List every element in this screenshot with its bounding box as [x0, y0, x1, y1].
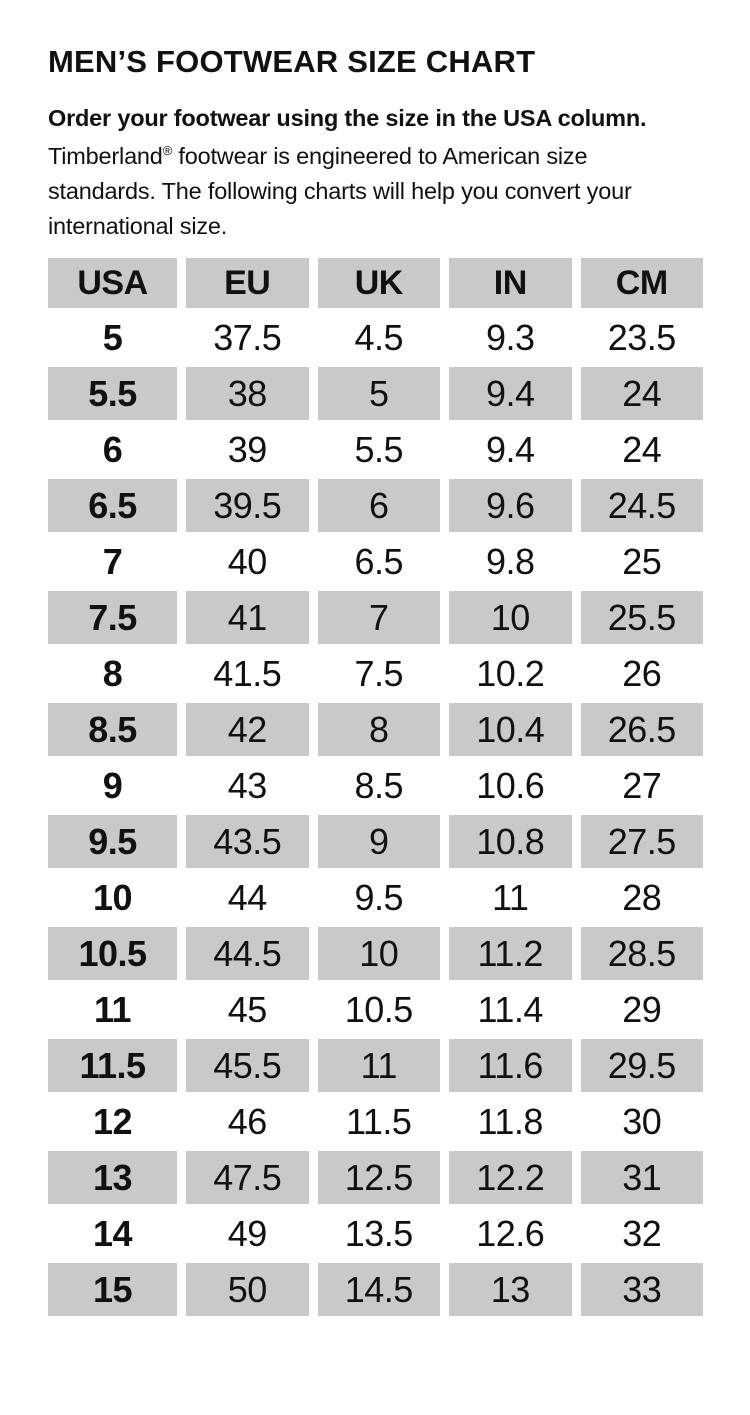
size-cell: 12.2: [449, 1151, 572, 1204]
size-cell: 49: [186, 1207, 309, 1260]
usa-size-cell: 8.5: [48, 703, 177, 756]
size-cell: 24: [581, 423, 704, 476]
header-cell-in: IN: [449, 258, 572, 308]
usa-size-cell: 13: [48, 1151, 177, 1204]
usa-size-cell: 8: [48, 647, 177, 700]
size-cell: 50: [186, 1263, 309, 1316]
header-cell-eu: EU: [186, 258, 309, 308]
size-cell: 39: [186, 423, 309, 476]
size-cell: 43: [186, 759, 309, 812]
header-cell-uk: UK: [318, 258, 441, 308]
size-cell: 27.5: [581, 815, 704, 868]
size-cell: 25.5: [581, 591, 704, 644]
size-cell: 11.8: [449, 1095, 572, 1148]
size-cell: 32: [581, 1207, 704, 1260]
size-table: [48, 258, 703, 1316]
usa-size-cell: 7.5: [48, 591, 177, 644]
header-cell-usa: USA: [48, 258, 177, 308]
size-cell: 7: [318, 591, 441, 644]
size-cell: 29.5: [581, 1039, 704, 1092]
brand-name: Timberland: [48, 143, 163, 169]
size-cell: 29: [581, 983, 704, 1036]
size-cell: 9.3: [449, 311, 572, 364]
usa-size-cell: 9: [48, 759, 177, 812]
size-cell: 5.5: [318, 423, 441, 476]
intro-line-1-text: footwear is engineered to American size: [172, 143, 588, 169]
size-cell: 11: [318, 1039, 441, 1092]
size-cell: 45.5: [186, 1039, 309, 1092]
usa-size-cell: 6: [48, 423, 177, 476]
size-cell: 31: [581, 1151, 704, 1204]
header-cell-cm: CM: [581, 258, 704, 308]
size-cell: 10: [449, 591, 572, 644]
lead-instruction: Order your footwear using the size in the USA column.: [48, 105, 647, 131]
usa-size-cell: 11: [48, 983, 177, 1036]
size-cell: 44: [186, 871, 309, 924]
size-cell: 47.5: [186, 1151, 309, 1204]
size-cell: 9.8: [449, 535, 572, 588]
usa-size-cell: 10: [48, 871, 177, 924]
size-cell: 40: [186, 535, 309, 588]
size-cell: 9: [318, 815, 441, 868]
size-cell: 38: [186, 367, 309, 420]
size-cell: 28: [581, 871, 704, 924]
size-cell: 11.4: [449, 983, 572, 1036]
size-cell: 10.5: [318, 983, 441, 1036]
usa-size-cell: 5: [48, 311, 177, 364]
size-cell: 41: [186, 591, 309, 644]
size-cell: 24: [581, 367, 704, 420]
size-cell: 11: [449, 871, 572, 924]
size-cell: 24.5: [581, 479, 704, 532]
size-cell: 42: [186, 703, 309, 756]
size-cell: 9.4: [449, 423, 572, 476]
size-cell: 8: [318, 703, 441, 756]
size-cell: 46: [186, 1095, 309, 1148]
size-cell: 10: [318, 927, 441, 980]
usa-size-cell: 14: [48, 1207, 177, 1260]
size-cell: 6: [318, 479, 441, 532]
size-cell: 41.5: [186, 647, 309, 700]
size-cell: 37.5: [186, 311, 309, 364]
size-chart-page: [0, 45, 750, 1316]
size-cell: 13: [449, 1263, 572, 1316]
size-cell: 5: [318, 367, 441, 420]
size-cell: 27: [581, 759, 704, 812]
intro-line-1: [48, 139, 702, 174]
size-cell: 44.5: [186, 927, 309, 980]
size-cell: 7.5: [318, 647, 441, 700]
size-cell: 28.5: [581, 927, 704, 980]
usa-size-cell: 5.5: [48, 367, 177, 420]
size-cell: 8.5: [318, 759, 441, 812]
intro-line-2: standards. The following charts will help you convert your: [48, 178, 632, 204]
usa-size-cell: 12: [48, 1095, 177, 1148]
size-cell: 11.2: [449, 927, 572, 980]
intro-line-3: international size.: [48, 213, 228, 239]
size-cell: 26.5: [581, 703, 704, 756]
usa-size-cell: 11.5: [48, 1039, 177, 1092]
size-cell: 9.4: [449, 367, 572, 420]
size-cell: 6.5: [318, 535, 441, 588]
size-cell: 14.5: [318, 1263, 441, 1316]
size-cell: 10.8: [449, 815, 572, 868]
usa-size-cell: 6.5: [48, 479, 177, 532]
registered-trademark-symbol: ®: [162, 143, 173, 159]
size-cell: 23.5: [581, 311, 704, 364]
size-cell: 11.5: [318, 1095, 441, 1148]
size-cell: 25: [581, 535, 704, 588]
size-cell: 26: [581, 647, 704, 700]
size-cell: 30: [581, 1095, 704, 1148]
size-cell: 13.5: [318, 1207, 441, 1260]
size-cell: 39.5: [186, 479, 309, 532]
size-cell: 11.6: [449, 1039, 572, 1092]
size-cell: 10.4: [449, 703, 572, 756]
size-cell: 10.2: [449, 647, 572, 700]
size-cell: 43.5: [186, 815, 309, 868]
size-cell: 10.6: [449, 759, 572, 812]
size-cell: 33: [581, 1263, 704, 1316]
size-cell: 12.5: [318, 1151, 441, 1204]
usa-size-cell: 9.5: [48, 815, 177, 868]
page-title: MEN’S FOOTWEAR SIZE CHART: [48, 44, 536, 79]
size-cell: 9.5: [318, 871, 441, 924]
usa-size-cell: 15: [48, 1263, 177, 1316]
size-cell: 12.6: [449, 1207, 572, 1260]
usa-size-cell: 7: [48, 535, 177, 588]
size-cell: 4.5: [318, 311, 441, 364]
size-cell: 45: [186, 983, 309, 1036]
usa-size-cell: 10.5: [48, 927, 177, 980]
size-cell: 9.6: [449, 479, 572, 532]
intro-paragraph: [48, 139, 702, 244]
